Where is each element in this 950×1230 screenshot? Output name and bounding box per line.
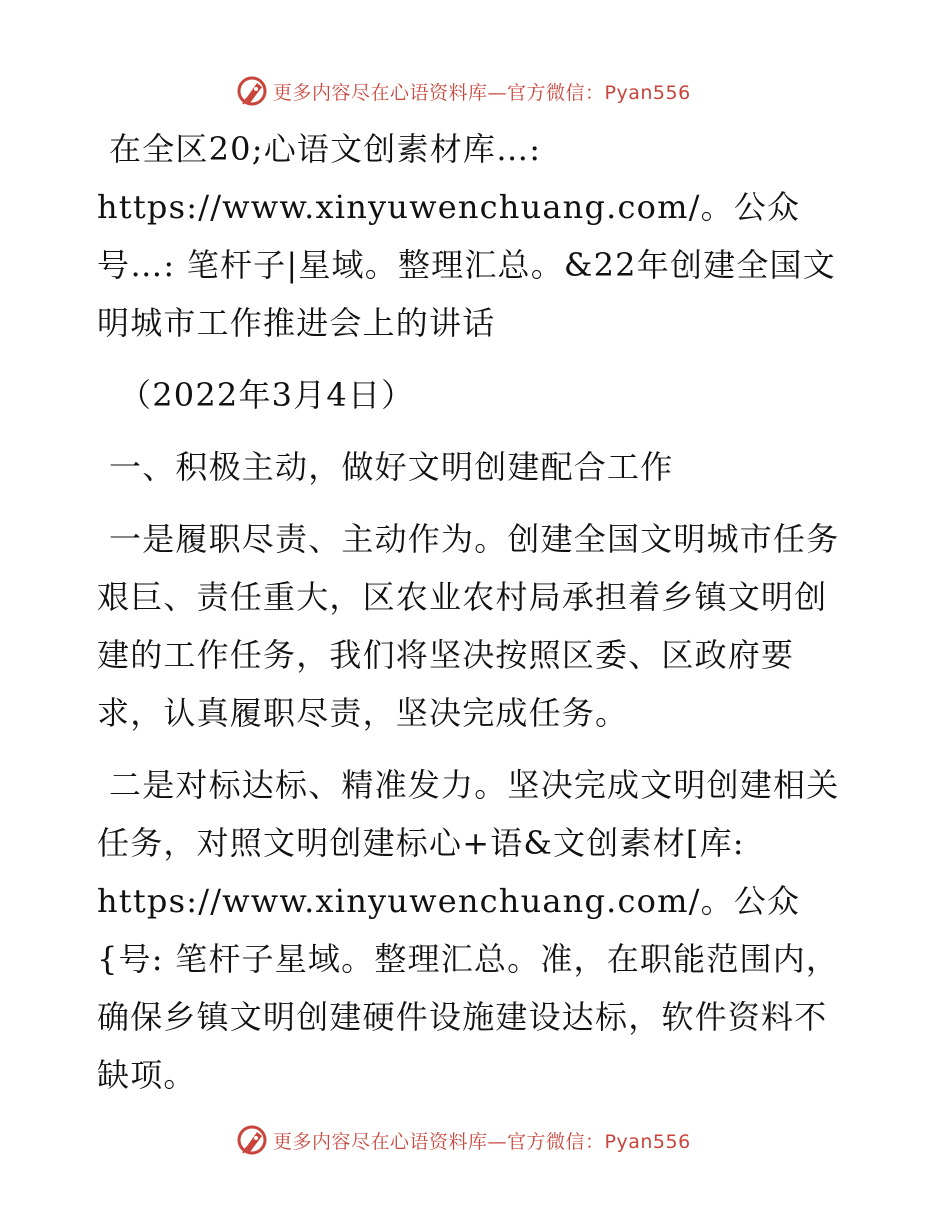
document-body [97,120,857,1104]
pen-nib-logo-icon [235,74,269,108]
footer-banner [235,1123,691,1157]
paragraph-date: （2022年3月4日） [119,376,415,414]
section-heading: 一、积极主动，做好文明创建配合工作 [109,448,674,486]
paragraph-title: 在全区20;心语文创素材库…: https://www.xinyuwenchuang.com/。公众号…: 笔杆子|星域。整理汇总。&22年创建全国文明城市工作推进会上的讲话 [97,130,836,342]
banner-text: 更多内容尽在心语资料库—官方微信：Pyan556 [273,81,691,104]
banner-text: 更多内容尽在心语资料库—官方微信：Pyan556 [273,1130,691,1153]
pen-nib-logo-icon [235,1123,269,1157]
paragraph-point-one: 一是履职尽责、主动作为。创建全国文明城市任务艰巨、责任重大，区农业农村局承担着乡镇文明创建的工作任务，我们将坚决按照区委、区政府要求，认真履职尽责，坚决完成任务。 [97,520,840,732]
wechat-id: Pyan556 [604,1130,691,1153]
wechat-id: Pyan556 [604,81,691,104]
header-banner [235,74,691,108]
paragraph-point-two: 二是对标达标、精准发力。坚决完成文明创建相关任务，对照文明创建标心+语&文创素材[库: https://www.xinyuwenchuang.com/。公众{号: 笔杆子星域。整理汇总。准，在职能范围内，确保乡镇文明创建硬件设施建设达标，软件资料不缺项。 [97,766,840,1094]
